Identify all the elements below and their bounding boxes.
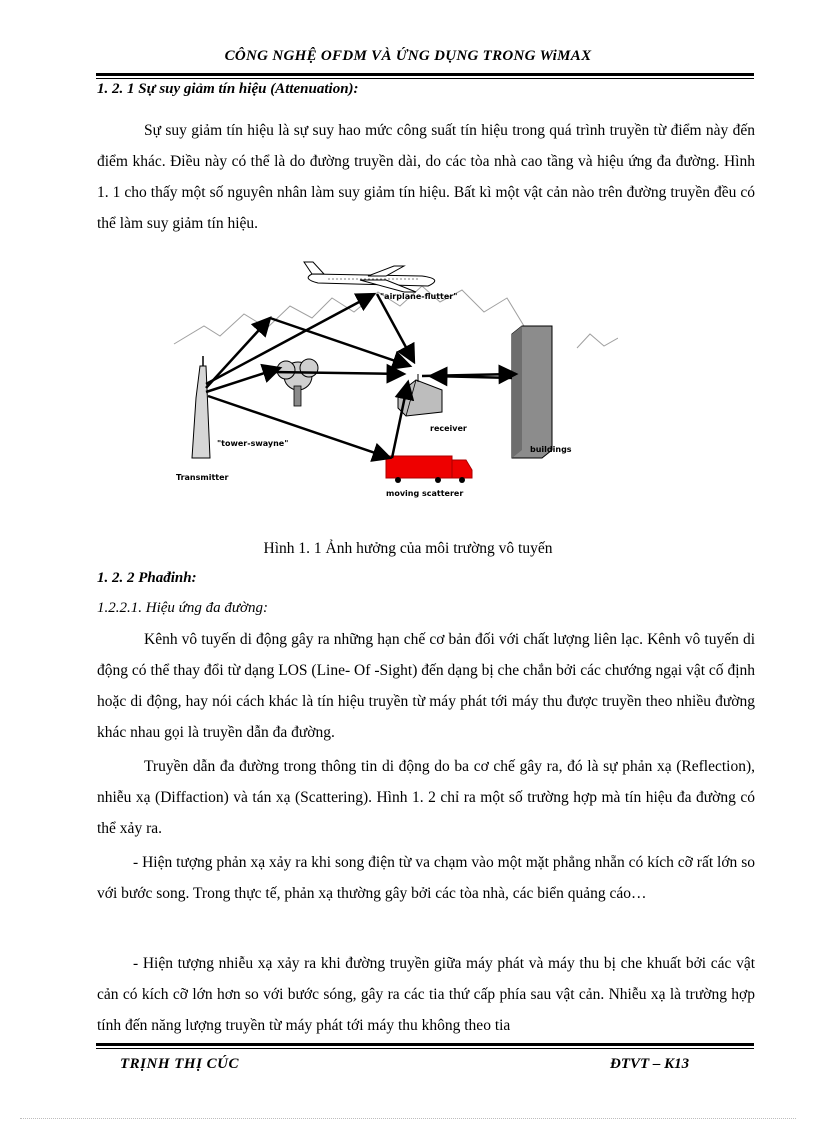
- multipath-paragraph-2: Truyền dẫn đa đường trong thông tin di động do ba cơ chế gây ra, đó là sự phản xạ (Reflection), nhiễu xạ (Diffaction) và tán xạ (Scattering). Hình 1. 2 chỉ ra một số trường hợp mà tín hiệu đa đường có thể xảy ra.: [97, 758, 755, 837]
- airplane-icon: [304, 262, 435, 292]
- subsection-heading-multipath: 1.2.2.1. Hiệu ứng đa đường:: [97, 600, 269, 616]
- buildings-label: buildings: [530, 445, 572, 454]
- receiver-label: receiver: [430, 424, 467, 433]
- reflection-bullet-paragraph: - Hiện tượng phản xạ xảy ra khi song điện từ va chạm vào một mặt phẳng nhẵn có kích cỡ rất lớn so với bước song. Trong thực tế, phản xạ thường gây bởi các tòa nhà, các biển quảng cáo…: [97, 854, 755, 902]
- scatterer-label: moving scatterer: [386, 489, 464, 498]
- section-heading-attenuation: 1. 2. 1 Sự suy giảm tín hiệu (Attenuation):: [97, 81, 359, 97]
- tower-label: "tower-swayne": [217, 439, 289, 448]
- diffraction-bullet-paragraph: - Hiện tượng nhiễu xạ xảy ra khi đường truyền giữa máy phát và máy thu bị che khuất bởi các vật cản có kích cỡ lớn hơn so với bước sóng, gây ra các tia thứ cấp phía sau vật cản. Nhiễu xạ là trường hợp tính đến năng lượng truyền từ máy phát tới máy thu không theo tia: [97, 955, 755, 1034]
- moving-scatterer-truck-icon: [386, 456, 472, 483]
- header-rule-thin: [96, 78, 754, 79]
- footer-author: TRỊNH THỊ CÚC: [120, 1056, 240, 1072]
- section-heading-fading: 1. 2. 2 Phađinh:: [97, 570, 197, 586]
- buildings-icon: [512, 326, 552, 458]
- attenuation-paragraph: Sự suy giảm tín hiệu là sự suy hao mức công suất tín hiệu trong quá trình truyền từ điểm này đến điểm khác. Điều này có thể là do đường truyền dài, do các tòa nhà cao tầng và hiệu ứng đa đường. Hình 1. 1 cho thấy một số nguyên nhân làm suy giảm tín hiệu. Bất kì một vật cản nào trên đường truyền đều có thể làm suy giảm tín hiệu.: [97, 122, 755, 232]
- header-rule-thick: [96, 73, 754, 76]
- footer-class: ĐTVT – K13: [610, 1056, 690, 1072]
- page-bottom-dotted-line: [20, 1118, 796, 1119]
- transmitter-label: Transmitter: [176, 473, 229, 482]
- transmitter-tower-icon: [192, 356, 210, 458]
- footer-rule-thick: [96, 1043, 754, 1046]
- tree-icon: [277, 359, 318, 406]
- radio-environment-figure: [172, 246, 618, 502]
- footer-rule-thin: [96, 1048, 754, 1049]
- figure-caption: Hình 1. 1 Ảnh hưởng của môi trường vô tuyến: [263, 540, 553, 557]
- page-header-title: CÔNG NGHỆ OFDM VÀ ỨNG DỤNG TRONG WiMAX: [224, 48, 592, 64]
- multipath-paragraph-1: Kênh vô tuyến di động gây ra những hạn chế cơ bản đối với chất lượng liên lạc. Kênh vô tuyến di động có thể thay đổi từ dạng LOS (Line- Of -Sight) đến dạng bị che chắn bởi các chướng ngại vật cố định hoặc di động, hay nói cách khác là tín hiệu truyền từ máy phát tới máy thu được truyền theo nhiều đường khác nhau gọi là truyền dẫn đa đường.: [97, 631, 755, 741]
- airplane-label: "airplane-flutter": [380, 292, 458, 301]
